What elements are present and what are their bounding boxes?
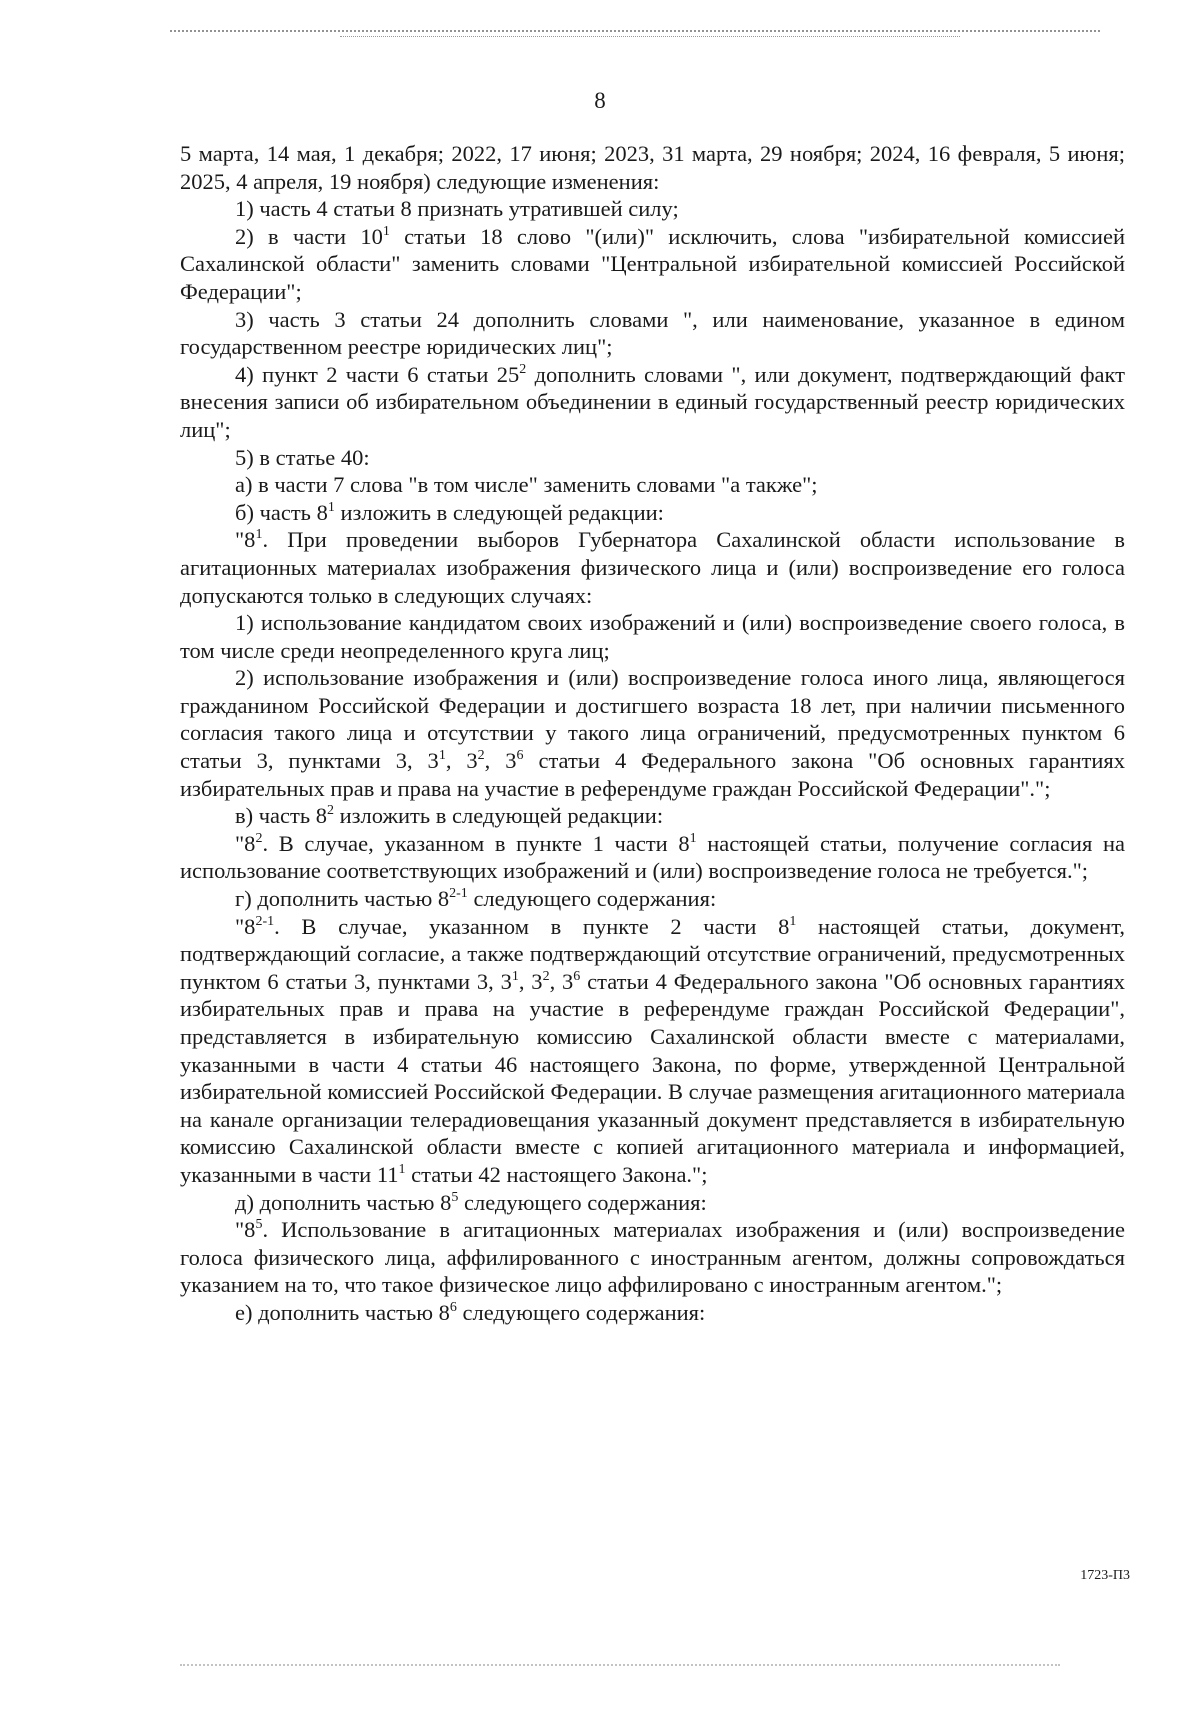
page-number: 8 — [594, 88, 606, 113]
superscript: 2 — [542, 968, 550, 984]
paragraph-p0: 5 марта, 14 мая, 1 декабря; 2022, 17 июня; 2023, 31 марта, 29 ноября; 2024, 16 февраля, 5 июня; 2025, 4 апреля, 19 ноября) следующие изменения: — [180, 141, 1125, 194]
paragraph-p8: "$8^1$. При проведении выборов Губернатора Сахалинской области использование в агитационных материалах изображения физического лица и (или) воспроизведение его голоса допускаются только в следующих случаях: — [180, 527, 1125, 608]
scan-artifact-top — [170, 30, 1100, 32]
superscript: 2-1 — [255, 913, 275, 929]
superscript: 1 — [789, 913, 797, 929]
paragraph-p16: "$8^5$. Использование в агитационных материалах изображения и (или) воспроизведение голоса физического лица, аффилированного с иностранным агентом, должны сопровождаться указанием на то, что такое физическое лицо аффилировано с иностранным агентом."; — [180, 1217, 1125, 1298]
paragraph-p4: 4) пункт 2 части 6 статьи $25^2$ дополнить словами ", или документ, подтверждающий факт внесения записи об избирательном объединении в единый государственный реестр юридических лиц"; — [180, 361, 1125, 442]
paragraph-p7: б) часть $8^1$ изложить в следующей редакции: — [235, 499, 664, 525]
superscript: 1 — [327, 499, 335, 515]
superscript: 2 — [519, 361, 527, 377]
paragraph-p12: "$8^2$. В случае, указанном в пункте 1 части $8^1$ настоящей статьи, получение согласия на использование соответствующих изображений и (или) воспроизведение голоса не требуется."; — [180, 830, 1125, 884]
document-code: 1723-П3 — [1080, 1568, 1130, 1583]
paragraph-p10: 2) использование изображения и (или) воспроизведение голоса иного лица, являющегося гражданином Российской Федерации и достигшего возраста 18 лет, при наличии письменного согласия такого лица и отсутствии у такого лица ограничений, предусмотренных пунктом 6 статьи 3, пунктами 3, $3^1$, $3^2$, $3^6$ статьи 4 Федерального закона "Об основных гарантиях избирательных прав и права на участие в референдуме граждан Российской Федерации"."; — [180, 665, 1126, 801]
superscript: 1 — [382, 223, 390, 239]
superscript: 2 — [477, 748, 485, 764]
superscript: 1 — [511, 968, 519, 984]
superscript: 1 — [398, 1161, 406, 1177]
paragraph-p17: е) дополнить частью $8^6$ следующего содержания: — [235, 1299, 706, 1325]
superscript: 5 — [451, 1189, 459, 1205]
superscript: 2-1 — [449, 886, 468, 902]
document-body — [180, 140, 1125, 1327]
paragraph-p15: д) дополнить частью $8^5$ следующего содержания: — [235, 1189, 707, 1215]
paragraph-p1: 1) часть 4 статьи 8 признать утратившей силу; — [235, 196, 679, 222]
paragraph-p6: а) в части 7 слова "в том числе" заменить словами "а также"; — [235, 472, 818, 498]
paragraph-p3: 3) часть 3 статьи 24 дополнить словами ", или наименование, указанное в едином государственном реестре юридических лиц"; — [180, 306, 1125, 360]
scan-artifact-top-secondary — [340, 36, 960, 37]
superscript: 5 — [255, 1217, 263, 1233]
superscript: 6 — [573, 968, 581, 984]
superscript: 1 — [689, 830, 697, 846]
superscript: 6 — [449, 1299, 457, 1315]
superscript: 6 — [516, 748, 524, 764]
superscript: 2 — [327, 803, 334, 819]
superscript: 1 — [438, 748, 446, 764]
superscript: 2 — [255, 830, 263, 846]
paragraph-p14: "8$^{2-1}$. В случае, указанном в пункте 2 части $8^1$ настоящей статьи, документ, подтверждающий согласие, а также подтверждающий отсутствие ограничений, предусмотренных пунктом 6 статьи 3, пунктами 3, $3^1$, $3^2$, $3^6$ статьи 4 Федерального закона "Об основных гарантиях избирательных прав и права на участие в референдуме граждан Российской Федерации", представляется в избирательную комиссию Сахалинской области вместе с материалами, указанными в части 4 статьи 46 настоящего Закона, по форме, утвержденной Центральной избирательной комиссией Российской Федерации. В случае размещения агитационного материала на канале организации телерадиовещания указанный документ представляется в избирательную комиссию Сахалинской области вместе с копией агитационного материала и информацией, указанными в части $11^1$ статьи 42 настоящего Закона."; — [180, 913, 1125, 1187]
paragraph-p2: 2) в части $10^1$ статьи 18 слово "(или)" исключить, слова "избирательной комиссией Сахалинской области" заменить словами "Центральной избирательной комиссией Российской Федерации"; — [180, 223, 1125, 304]
paragraph-p11: в) часть $8^2$ изложить в следующей редакции: — [235, 803, 664, 829]
scan-artifact-bottom — [180, 1664, 1060, 1666]
superscript: 1 — [255, 527, 263, 543]
paragraph-p13: г) дополнить частью 8$^{2-1}$ следующего содержания: — [235, 886, 717, 912]
paragraph-p5: 5) в статье 40: — [235, 444, 370, 470]
paragraph-p9: 1) использование кандидатом своих изображений и (или) воспроизведение своего голоса, в том числе среди неопределенного круга лиц; — [180, 610, 1125, 663]
